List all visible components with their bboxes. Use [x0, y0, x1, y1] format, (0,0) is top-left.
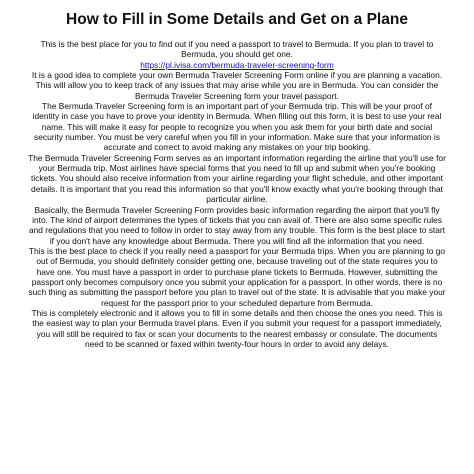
paragraph-intro: This is the best place for you to find out if you need a passport to travel to Bermuda. If you plan to travel to Bermuda, you should get one. [40, 39, 434, 60]
paragraph-airport-info: Basically, the Bermuda Traveler Screening Form provides basic information regarding the airport that you'll fly into. The kind of airport determines the types of tickets that you can avail of. There are also some specific rules and regulations that you need to follow in order to stay away from any trouble. This form is the best place to start if you don't have any knowledge about Bermuda. There you will find all the information that you need. [28, 204, 446, 246]
paragraph-airline-info: The Bermuda Traveler Screening Form serves as an important information regarding the airline that you'll use for your Bermuda trip. Most airlines have special forms that you need to fill up and submit when you're booking tickets. You should also receive information from your airline regarding your flight schedule, and other important details. It is important that you read this information so that you'll know exactly what you're booking through that particular airline. [28, 152, 446, 205]
paragraph-passport-check: This is the best place to check if you really need a passport for your Bermuda trips. When you are planning to go out of Bermuda, you should definitely consider getting one, because traveling out of the state requires you to have one. You must have a passport in order to purchase plane tickets to Bermuda. However, submitting the passport only becomes compulsory once you submit your application for a passport. In other words, there is no such thing as submitting the passport before you plan to travel out of the state. It is advisable that you make your request for the passport prior to your scheduled departure from Bermuda. [28, 245, 446, 308]
document-title: How to Fill in Some Details and Get on a Plane [66, 11, 408, 28]
document-body [28, 39, 446, 349]
paragraph-electronic: This is completely electronic and it allows you to fill in some details and then choose the ones you need. This is the easiest way to plan your Bermuda travel plans. Even if you submit your request for a passport immediately, you will still be required to fax or scan your documents to the nearest embassy or consulate. The documents need to be scanned or faxed within twenty-four hours in order to avoid any delays. [31, 307, 443, 349]
paragraph-good-idea: It is a good idea to complete your own Bermuda Traveler Screening Form online if you are planning a vacation. This will allow you to keep track of any issues that may arise while you are in Bermuda. You can consider the Bermuda Traveler Screening form your travel passport. [31, 70, 443, 101]
paragraph-proof-of-identity: The Bermuda Traveler Screening form is an important part of your Bermuda trip. This will be your proof of identity in case you have to prove your identity in Bermuda. When filling out this form, it is best to use your real name. This will make it easy for people to recognize you when you ask them for your birth date and social security number. You must be very careful when you fill in your information. Make sure that your information is accurate and correct to avoid making any mistakes on your trip booking. [32, 101, 442, 153]
screening-form-link[interactable]: https://pl.ivisa.com/bermuda-traveler-screening-form [140, 59, 334, 70]
